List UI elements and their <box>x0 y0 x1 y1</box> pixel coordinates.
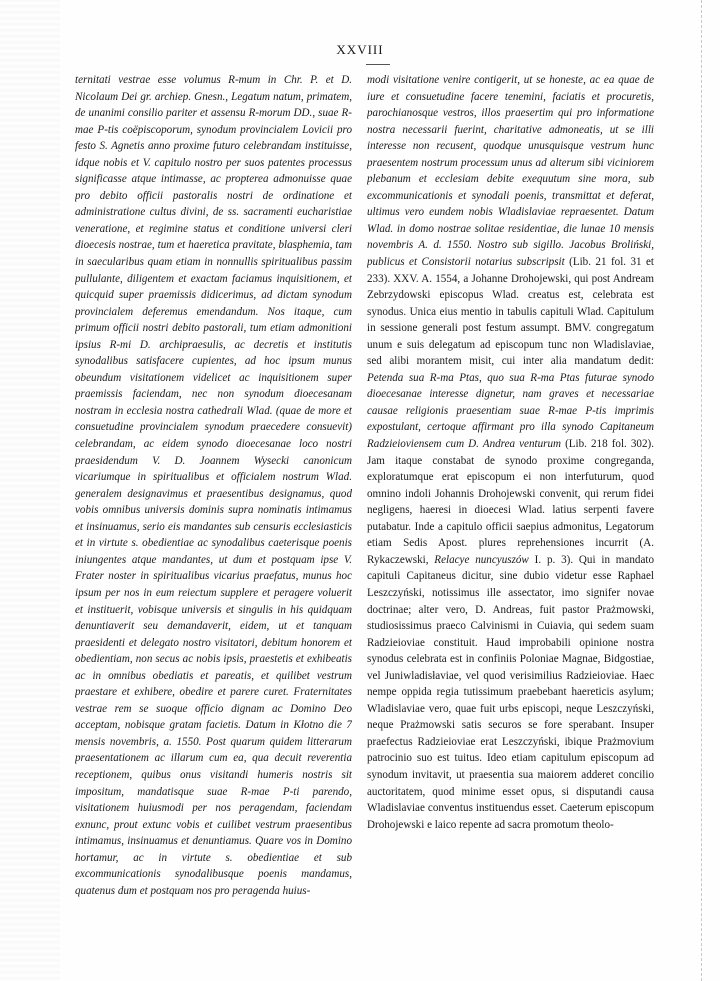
right-column-italic-start: modi visitatione venire contigerit, ut se honeste, ac ea quae de iure et consuetudine facere tenemini, faciatis et procuretis, parochianosque vestros, illos praesertim qui pro informatione nostra necessarii fuerint, charitative admoneatis, ut se illi interesse non recusent, quodque unusquisque vestrum hunc praesentem nostrum processum unus ad alterum sibi viciniorem plebanum et ecclesiam debite exequutum sine mora, sub excommunicationis et synodali poenis, transmittat et deferat, ultimus vero eundem nobis Wladislaviae repraesentet. Datum Wlad. in domo nostrae solitae residentiae, die lunae 10 mensis novembris A. d. 1550. Nostro sub sigillo. Jacobus Broliński, publicus et Consistorii notarius subscripsit <box>367 74 654 269</box>
column-start-rule <box>366 64 390 65</box>
right-column-text-a: (Lib. 21 fol. 31 et 233). XXV. A. 1554, a Johanne Drohojewski, qui post Andream Zebrzydowski episcopus Wlad. creatus est, celebrata est synodus. Unica eius mentio in tabulis capituli Wlad. Capitulum in sessione generali post festum assumpt. BMV. congregatum unum e suis delegatum ad episcopum tunc non Wladislaviae, sed alibi morantem misit, cui inter alia mandatum dedit: <box>367 256 654 368</box>
left-column-text: ternitati vestrae esse volumus R-mum in Chr. P. et D. Nicolaum Dei gr. archiep. Gnesn., Legatum natum, primatem, de unanimi consilio pariter et assensu R-morum DD., suae R-mae P-tis coëpiscoporum, synodum provincialem Lovicii pro festo S. Agnetis anno proxime futuro celebrandam instituisse, idque nobis et V. capitulo nostro per suos patentes processus significasse atque intimasse, ac propterea admonuisse quae pro debito officii pastoralis nostri de ordinatione et administratione cultus divini, de ss. sacramenti eucharistiae veneratione, et regimine status et conditione universi cleri dioecesis nostrae, tum et haeretica pravitate, blasphemia, tam in saecularibus quam etiam in nonnullis spiritualibus passim pullulante, diligentem et exactam faciamus inquisitionem, et quicquid super praemissis didicerimus, ad dictam synodum provincialem deferemus emendandum. Nos itaque, cum primum officii nostri debito pastorali, tum etiam admonitioni ipsius R-mi D. archipraesulis, ac decretis et institutis synodalibus satisfacere cupientes, ad hoc ipsum munus obeundum visitationem videlicet ac inquisitionem super praemissis faciendam, nec non synodum dioecesanam nostram in ecclesia nostra cathedrali Wlad. (quae de more et consuetudine provincialem synodum praecedere consuevit) celebrandam, ac eidem synodo dioecesanae loco nostri praesidendum V. D. Joannem Wysecki canonicum vicariumque in spiritualibus et officialem nostrum Wlad. generalem designavimus et praesentibus designamus, quod vobis omnibus universis dominis supra nominatis intimamus et insinuamus, serio eis mandantes sub censuris ecclesiasticis et in virtute s. obedientiae ac synodalibus caeterisque poenis iniungentes atque mandantes, ut dum et postquam ipse V. Frater noster in spiritualibus vicarius praefatus, munus hoc ipsum per nos in eum reiectum supplere et peragere voluerit et instituerit, vobisque universis et singulis in his quidquam denuntiaverit seu demandaverit, eidem, ut et tanquam praesidenti et delegato nostro visitatori, debitum honorem et obedientiam, non secus ac nobis ipsis, praestetis et exhibeatis ac in omnibus obediatis et pareatis, et quilibet vestrum praestare et exhibere, obedire et parere curet. Fraternitates vestrae rem se suoque officio dignam ac Domino Deo acceptam, nobisque gratam facietis. Datum in Kłotno die 7 mensis novembris, a. 1550. Post quarum quidem litterarum praesentationem ac illarum cum ea, qua decuit reverentia receptionem, quibus onus visitandi humeris nostris sit impositum, mandatisque suae R-mae P-ti parendo, visitationem huiusmodi per nos peragendam, faciendam exnunc, prout extunc vobis et cuilibet vestrum praesentibus intimamus, insinuamus et denuntiamus. Quare vos in Domino hortamur, ac in virtute s. obedientiae et sub excommunicationis synodalibusque poenis mandamus, quatenus dum et postquam nos pro peragenda huius- <box>75 74 352 897</box>
left-column <box>75 72 352 912</box>
right-column-text-b: (Lib. 218 fol. 302). Jam itaque constabat de synodo proxime congreganda, exploratumque erat episcopum ei non interfuturum, quod omnino indoli Johannis Drohojewski convenit, qui rerum fidei negligens, haeresi in dioecesi Wlad. latius serpenti favere putabatur. Inde a capitulo officii saepius admonitus, Legatorum etiam Sedis Apost. plures reprehensiones incurrit (A. Rykaczewski, <box>367 438 654 566</box>
right-column-book-title: Relacye nuncyuszów <box>434 553 529 566</box>
page-number: XXVIII <box>336 42 384 57</box>
scan-edge-left <box>0 0 60 981</box>
right-column-text-c: I. p. 3). Qui in mandato capituli Capitaneus dicitur, sine dubio videtur esse Raphael Leszczyński, notissimus ille assectator, imo signifer novae doctrinae; alter vero, D. Andreas, fuit pastor Prażmowski, studiosissimus praeco Calvinismi in Cuiavia, qui sedem suam Radzieioviae constituit. Haud improbabili opinione nostra synodus celebrata est in confiniis Poloniae Magnae, Bidgostiae, vel Juniwladisłaviae, vel quod verisimilius Radzieioviae. Haec nempe oppida regia tutissimum praebebant haereticis asylum; Wladislaviae vero, quae fuit urbs episcopi, neque Leszczyński, neque Prażmowski satis securos se fore sperabant. Insuper praefectus Radzieioviae erat Leszczyński, ibique Prażmovium patrocinio suo est tuitus. Ideo etiam capitulum episcopum ad synodum invitavit, ut praesentia sua maiorem adderet concilio auctoritatem, quod minime esset opus, si disputandi causa Wladislaviae conventus instituendus esset. Caeterum episcopum Drohojewski e laico repente ad sacra promotum theolo- <box>367 553 654 831</box>
scan-edge-right <box>701 0 720 981</box>
right-column-quote-mandate: Petenda sua R-ma Ptas, quo sua R-ma Ptas futurae synodo dioecesanae interesse dignetur, nam graves et necessariae causae religionis praesentiam suae R-mae P-tis imprimis expostulant, certoque affirmant pro illa synodo Capitaneum Radzieioviensem cum D. Andrea venturum <box>367 371 654 451</box>
right-column <box>367 72 654 912</box>
right-column-paragraph <box>367 72 654 833</box>
